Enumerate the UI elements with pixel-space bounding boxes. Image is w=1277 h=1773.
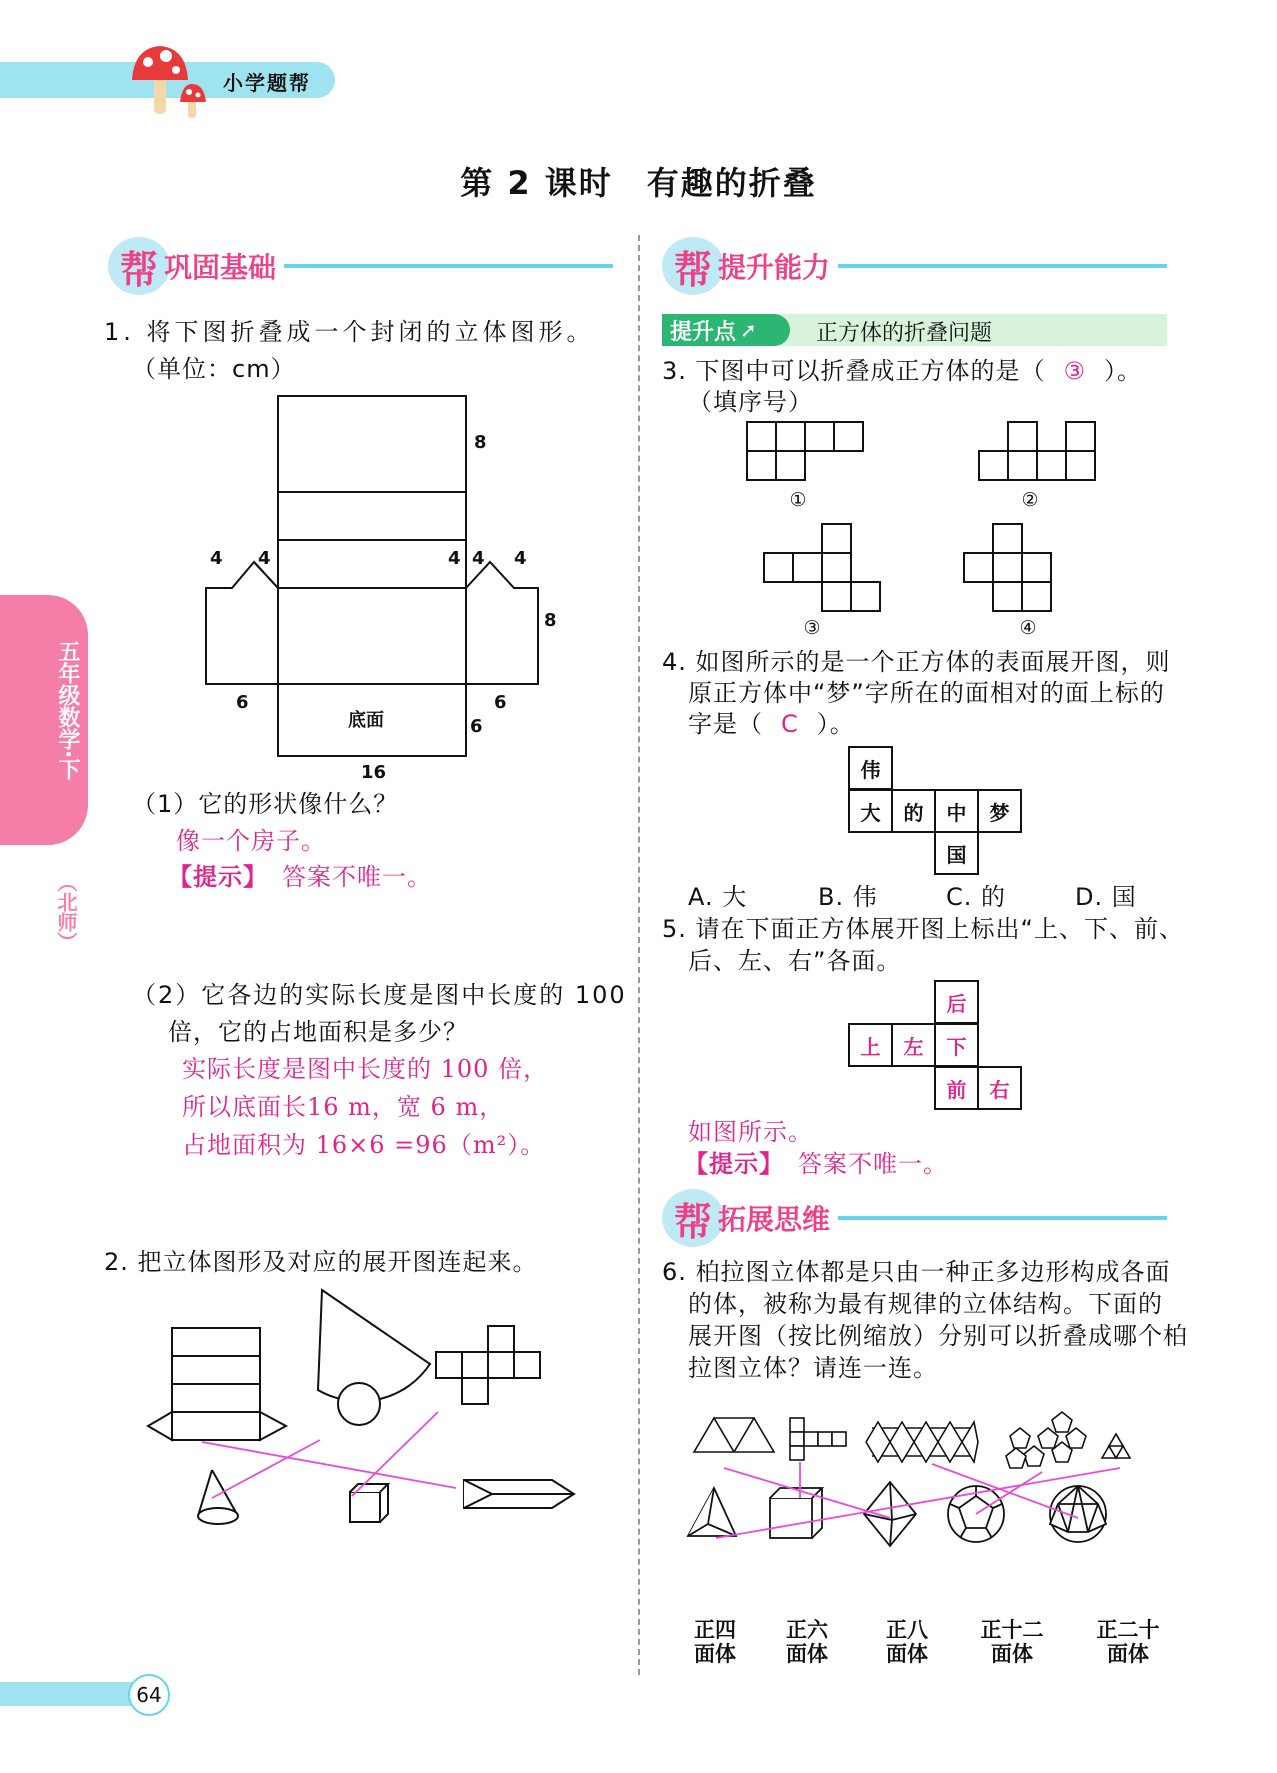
house-net-diagram xyxy=(196,392,576,782)
q5-line2: 后、左、右”各面。 xyxy=(688,947,902,975)
q4-line2: 原正方体中“梦”字所在的面相对的面上标的 xyxy=(688,679,1165,707)
q6-platonic-figure xyxy=(680,1400,1170,1630)
solid-label-octahedron: 正八 面体 xyxy=(886,1618,928,1666)
section-rule xyxy=(838,264,1167,268)
q3-stem-after: ）。 xyxy=(1104,357,1143,385)
q1-sub2-question-line2: 倍，它的占地面积是多少？ xyxy=(168,1018,468,1046)
q5-hint xyxy=(684,1147,948,1181)
octahedron-net xyxy=(1102,1434,1130,1458)
bang-glyph: 帮 xyxy=(119,246,158,292)
net-option-1 xyxy=(747,422,863,480)
bang-glyph: 帮 xyxy=(673,246,712,292)
q1-stem: 1. 将下图折叠成一个封闭的立体图形。 xyxy=(104,318,595,346)
solid-label-dodecahedron: 正十二 面体 xyxy=(980,1618,1044,1666)
q4-line1: 4. 如图所示的是一个正方体的表面展开图，则 xyxy=(662,648,1171,676)
q3-hint: （填序号） xyxy=(688,388,813,416)
dim-side-height: 8 xyxy=(544,610,557,631)
q4-answer: C xyxy=(781,710,799,738)
q4-cell-4: 梦 xyxy=(977,789,1022,833)
q1-sub1-hint xyxy=(168,860,432,894)
improve-point-topic: 正方体的折叠问题 xyxy=(816,321,993,346)
hint-tag: 【提示】 xyxy=(168,863,268,891)
net-option-2 xyxy=(979,422,1095,480)
section-title: 提升能力 xyxy=(718,251,831,284)
q5-cell-left: 左 xyxy=(891,1023,936,1067)
dim-right-c: 4 xyxy=(514,548,527,569)
q5-cell-up: 上 xyxy=(848,1023,893,1067)
solid-label-tetrahedron: 正四 面体 xyxy=(694,1618,736,1666)
tetrahedron-net xyxy=(694,1418,774,1452)
arrow-icon: ➚ xyxy=(740,318,757,342)
dim-base-width: 16 xyxy=(361,762,387,782)
improve-tag-text: 提升点 xyxy=(670,319,737,345)
q1-unit: （单位：cm） xyxy=(132,355,296,383)
q3-answer: ③ xyxy=(1063,357,1087,385)
q3-stem xyxy=(662,354,1142,388)
brand-name: 小学题帮 xyxy=(223,71,311,95)
section-basic xyxy=(108,236,613,296)
grade-label: 五年级数学·下 xyxy=(55,640,80,781)
section-rule xyxy=(838,1216,1167,1220)
section-improve xyxy=(662,236,1167,296)
hint-tag: 【提示】 xyxy=(684,1150,784,1178)
prism-net xyxy=(148,1328,286,1440)
q4-choice-d: D. 国 xyxy=(1075,883,1137,911)
section-title: 拓展思维 xyxy=(718,1203,831,1236)
section-rule xyxy=(284,264,613,268)
q1-sub2-answer-line2: 所以底面长16 m，宽 6 m， xyxy=(182,1093,505,1121)
lesson-title: 第 2 课时 有趣的折叠 xyxy=(460,164,817,202)
q1-sub1-answer: 像一个房子。 xyxy=(176,827,326,855)
dim-right-a: 4 xyxy=(448,548,461,569)
q5-line1: 5. 请在下面正方体展开图上标出“上、下、前、 xyxy=(662,915,1184,943)
q4-choice-a: A. 大 xyxy=(688,883,748,911)
hint-text: 答案不唯一。 xyxy=(798,1150,948,1178)
dim-right-b: 4 xyxy=(472,548,485,569)
q4-cell-top: 伟 xyxy=(848,746,893,790)
edition-label: （北师） xyxy=(54,872,78,952)
section-expand xyxy=(662,1188,1167,1248)
section-title: 巩固基础 xyxy=(164,251,277,284)
page-number: 64 xyxy=(128,1674,170,1716)
q4-line3-before: 字是（ xyxy=(688,710,763,738)
q5-answer: 如图所示。 xyxy=(688,1118,813,1146)
cube-net xyxy=(436,1326,540,1404)
option-label-3: ③ xyxy=(803,617,821,639)
cone-solid xyxy=(198,1470,238,1524)
icosahedron-solid xyxy=(1050,1486,1106,1542)
q1-sub2-answer-line3: 占地面积为 16×6 =96（m²）。 xyxy=(182,1131,546,1159)
q1-sub1-question: （1）它的形状像什么？ xyxy=(132,790,399,818)
improve-point-tag xyxy=(662,314,790,346)
q5-cell-front: 前 xyxy=(934,1066,979,1110)
dim-left-a: 4 xyxy=(210,548,223,569)
mushroom-logo xyxy=(126,40,216,120)
q6-line1: 6. 柏拉图立体都是只由一种正多边形构成各面 xyxy=(662,1258,1171,1286)
option-label-4: ④ xyxy=(1019,617,1037,639)
cube-solid xyxy=(350,1484,388,1522)
q2-matching-figure xyxy=(140,1280,600,1540)
option-label-1: ① xyxy=(789,489,807,511)
dim-base-height: 6 xyxy=(470,716,483,737)
q5-cell-down: 下 xyxy=(934,1023,979,1067)
dim-left-width: 6 xyxy=(236,692,249,713)
q1-sub2-answer-line1: 实际长度是图中长度的 100 倍， xyxy=(182,1055,549,1083)
cube-net-small xyxy=(790,1418,846,1460)
q2-stem: 2. 把立体图形及对应的展开图连起来。 xyxy=(104,1248,538,1276)
hint-text: 答案不唯一。 xyxy=(282,863,432,891)
bang-glyph: 帮 xyxy=(673,1198,712,1244)
dodecahedron-net xyxy=(1006,1412,1086,1468)
dim-right-width: 6 xyxy=(494,692,507,713)
cone-net xyxy=(318,1290,430,1425)
q6-line2: 的体，被称为最有规律的立体结构。下面的 xyxy=(688,1290,1163,1318)
octahedron-solid xyxy=(864,1482,916,1546)
base-name: 底面 xyxy=(348,710,384,731)
dim-left-b: 4 xyxy=(258,548,271,569)
q5-cell-back: 后 xyxy=(934,980,979,1024)
q5-cell-right: 右 xyxy=(977,1066,1022,1110)
q3-stem-before: 3. 下图中可以折叠成正方体的是（ xyxy=(662,357,1046,385)
hexagonal-prism-solid xyxy=(464,1480,574,1508)
tetrahedron-solid xyxy=(688,1488,736,1536)
q4-line3-after: ）。 xyxy=(816,710,855,738)
icosahedron-net xyxy=(866,1422,978,1462)
solid-label-icosahedron: 正二十 面体 xyxy=(1096,1618,1160,1666)
net-option-4 xyxy=(964,524,1051,611)
solid-label-cube: 正六 面体 xyxy=(786,1618,828,1666)
q4-cell-bottom: 国 xyxy=(934,831,979,875)
q4-choice-b: B. 伟 xyxy=(818,883,878,911)
q1-sub2-question-line1: （2）它各边的实际长度是图中长度的 100 xyxy=(132,981,627,1009)
q4-line3 xyxy=(688,707,855,741)
q4-cell-2: 的 xyxy=(891,789,936,833)
q4-cell-1: 大 xyxy=(848,789,893,833)
q6-line4: 拉图立体？请连一连。 xyxy=(688,1354,938,1382)
column-divider xyxy=(638,235,640,1675)
option-label-2: ② xyxy=(1021,489,1039,511)
q4-choice-c: C. 的 xyxy=(946,883,1007,911)
q4-cell-3: 中 xyxy=(934,789,979,833)
q6-line3: 展开图（按比例缩放）分别可以折叠成哪个柏 xyxy=(688,1322,1188,1350)
net-option-3 xyxy=(764,524,880,611)
q3-nets xyxy=(740,418,1160,640)
dim-top-height: 8 xyxy=(474,432,487,453)
